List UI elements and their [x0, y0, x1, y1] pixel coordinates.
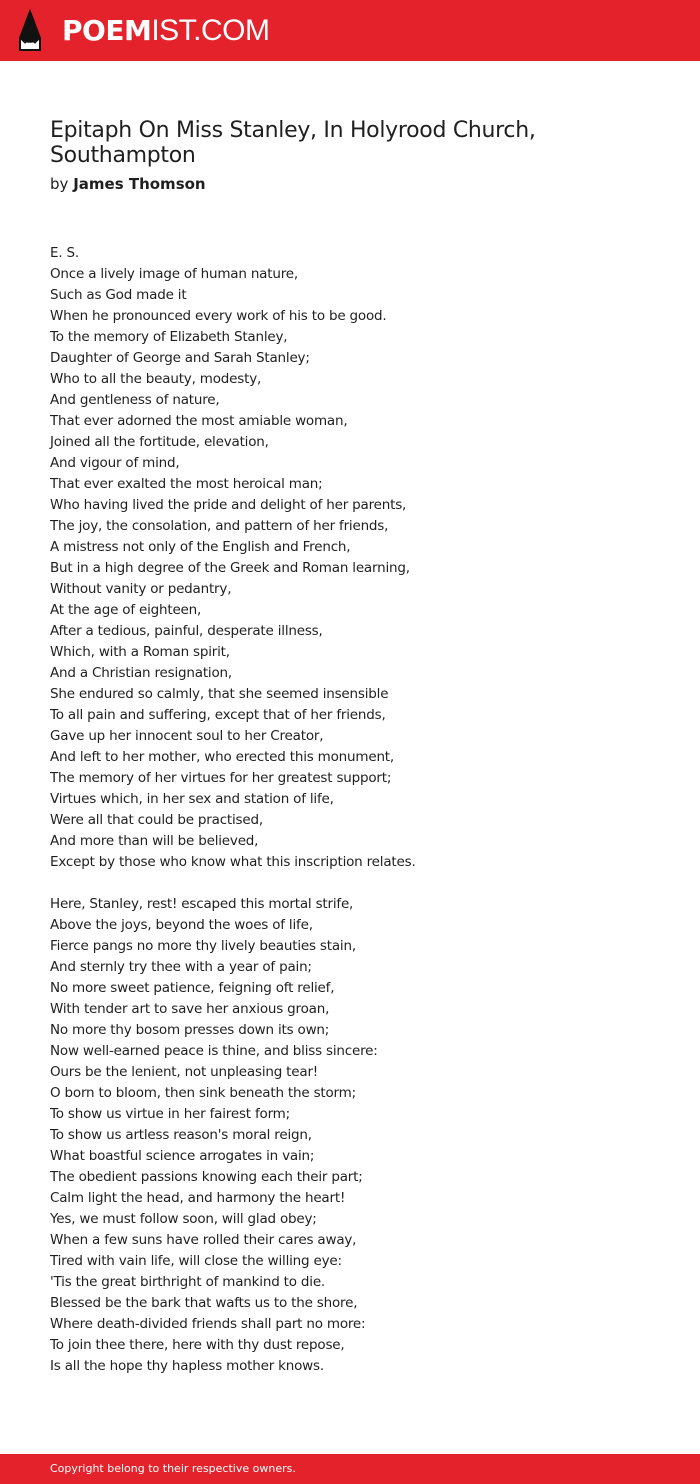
poem-line: To the memory of Elizabeth Stanley,	[50, 329, 288, 345]
site-header	[0, 0, 700, 61]
poem-line: The obedient passions knowing each their part;	[50, 1169, 363, 1185]
poem-byline	[50, 173, 206, 195]
poem-line: Is all the hope thy hapless mother knows.	[50, 1358, 324, 1374]
poem-line: When a few suns have rolled their cares away,	[50, 1232, 357, 1248]
poem-line: No more sweet patience, feigning oft relief,	[50, 980, 335, 996]
poem-line: At the age of eighteen,	[50, 602, 202, 618]
poem-line: And left to her mother, who erected this monument,	[50, 749, 394, 765]
poem-line: Which, with a Roman spirit,	[50, 644, 230, 660]
site-footer	[0, 1454, 700, 1484]
poem-line: Ours be the lenient, not unpleasing tear!	[50, 1064, 319, 1080]
poem-line: That ever adorned the most amiable woman,	[50, 413, 348, 429]
poem-line: Gave up her innocent soul to her Creator,	[50, 728, 324, 744]
poem-line: She endured so calmly, that she seemed insensible	[50, 686, 389, 702]
footer-copyright: Copyright belong to their respective owners.	[50, 1462, 296, 1475]
poem-line: Joined all the fortitude, elevation,	[50, 434, 269, 450]
poem-line: And sternly try thee with a year of pain;	[50, 959, 312, 975]
poem-line: To show us artless reason's moral reign,	[50, 1127, 312, 1143]
poem-line: And gentleness of nature,	[50, 392, 220, 408]
poem-line: Except by those who know what this inscription relates.	[50, 854, 416, 870]
poem-line: But in a high degree of the Greek and Roman learning,	[50, 560, 410, 576]
poem-line: With tender art to save her anxious groan,	[50, 1001, 330, 1017]
poem-line: Once a lively image of human nature,	[50, 266, 298, 282]
poem-line: Who having lived the pride and delight of her parents,	[50, 497, 407, 513]
poem-line: And more than will be believed,	[50, 833, 259, 849]
poem-line: Calm light the head, and harmony the heart!	[50, 1190, 346, 1206]
poem-line: No more thy bosom presses down its own;	[50, 1022, 330, 1038]
poem-line: Yes, we must follow soon, will glad obey;	[50, 1211, 317, 1227]
poem-line: And a Christian resignation,	[50, 665, 232, 681]
site-logo-text[interactable]	[62, 13, 270, 49]
poem-line: Virtues which, in her sex and station of life,	[50, 791, 334, 807]
poem-line: O born to bloom, then sink beneath the storm;	[50, 1085, 356, 1101]
poem-line: Now well-earned peace is thine, and bliss sincere:	[50, 1043, 378, 1059]
poem-line: That ever exalted the most heroical man;	[50, 476, 323, 492]
brand-bold-text: POEM	[62, 14, 152, 47]
poem-line: To show us virtue in her fairest form;	[50, 1106, 290, 1122]
pencil-tip-icon[interactable]	[17, 8, 43, 52]
poem-line: And vigour of mind,	[50, 455, 180, 471]
poem-body	[50, 243, 670, 1377]
poem-line: The joy, the consolation, and pattern of her friends,	[50, 518, 389, 534]
poem-line: Blessed be the bark that wafts us to the shore,	[50, 1295, 358, 1311]
poem-line: Tired with vain life, will close the willing eye:	[50, 1253, 342, 1269]
poem-line: To join thee there, here with thy dust repose,	[50, 1337, 345, 1353]
poem-line: Here, Stanley, rest! escaped this mortal strife,	[50, 896, 354, 912]
brand-light-text: IST.COM	[151, 14, 270, 47]
poem-line: Such as God made it	[50, 287, 187, 303]
poem-line: E. S.	[50, 245, 79, 261]
poem-line: 'Tis the great birthright of mankind to die.	[50, 1274, 326, 1290]
poem-line: What boastful science arrogates in vain;	[50, 1148, 315, 1164]
poem-line: Fierce pangs no more thy lively beauties stain,	[50, 938, 356, 954]
poem-line: After a tedious, painful, desperate illness,	[50, 623, 323, 639]
poem-title: Epitaph On Miss Stanley, In Holyrood Church, Southampton	[50, 118, 536, 168]
poem-author[interactable]: James Thomson	[73, 175, 206, 193]
poem-line: Without vanity or pedantry,	[50, 581, 232, 597]
stanza-break	[50, 873, 670, 894]
poem-line: When he pronounced every work of his to be good.	[50, 308, 387, 324]
poem-line: The memory of her virtues for her greatest support;	[50, 770, 392, 786]
poem-line: Were all that could be practised,	[50, 812, 263, 828]
by-label: by	[50, 175, 69, 193]
poem-line: To all pain and suffering, except that of her friends,	[50, 707, 386, 723]
poem-line: Where death-divided friends shall part no more:	[50, 1316, 366, 1332]
poem-line: A mistress not only of the English and French,	[50, 539, 351, 555]
poem-line: Daughter of George and Sarah Stanley;	[50, 350, 310, 366]
poem-line: Above the joys, beyond the woes of life,	[50, 917, 313, 933]
poem-line: Who to all the beauty, modesty,	[50, 371, 262, 387]
